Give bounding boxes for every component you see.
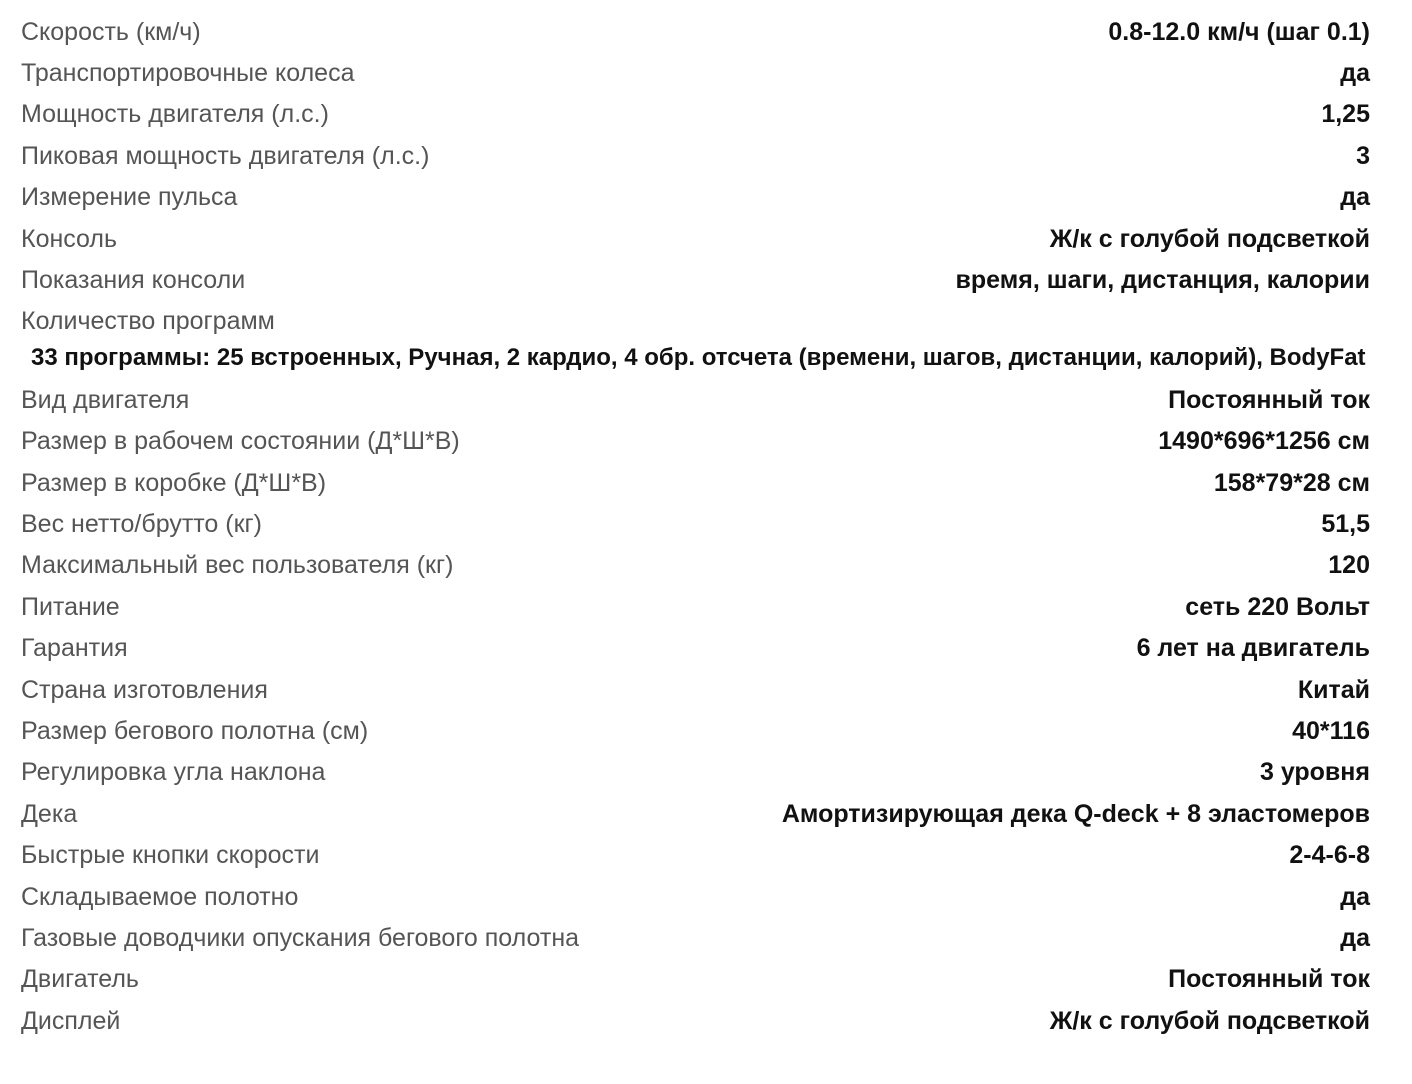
spec-row-transport-wheels: [21, 52, 1370, 93]
spec-value: 2-4-6-8: [1289, 841, 1370, 870]
spec-label: Измерение пульса: [21, 183, 238, 212]
spec-value: 40*116: [1292, 716, 1370, 745]
spec-label: Газовые доводчики опускания бегового полотна: [21, 923, 580, 952]
spec-label: Консоль: [21, 224, 118, 253]
spec-label: Вес нетто/брутто (кг): [21, 509, 262, 538]
spec-row-pulse: [21, 177, 1370, 218]
spec-label: Дека: [21, 799, 78, 828]
spec-label: Дисплей: [21, 1006, 121, 1035]
spec-value: 3: [1356, 141, 1370, 170]
spec-label: Гарантия: [21, 634, 128, 663]
spec-row-speed: [21, 11, 1370, 52]
spec-row-max-user-weight: [21, 545, 1370, 586]
spec-value: Ж/к с голубой подсветкой: [1049, 1006, 1370, 1035]
spec-row-peak-power: [21, 135, 1370, 176]
spec-label: Размер бегового полотна (см): [21, 716, 369, 745]
spec-value: сеть 220 Вольт: [1185, 592, 1370, 621]
spec-label: Размер в рабочем состоянии (Д*Ш*В): [21, 427, 460, 456]
spec-label: Показания консоли: [21, 266, 246, 295]
spec-row-country: [21, 669, 1370, 710]
spec-label: Регулировка угла наклона: [21, 758, 326, 787]
spec-row-power-supply: [21, 586, 1370, 627]
spec-value: да: [1340, 882, 1370, 911]
spec-value: да: [1340, 923, 1370, 952]
spec-label: Питание: [21, 592, 120, 621]
spec-row-weight: [21, 503, 1370, 544]
spec-label: Максимальный вес пользователя (кг): [21, 551, 454, 580]
spec-value: 0.8-12.0 км/ч (шаг 0.1): [1108, 17, 1370, 46]
spec-value: 120: [1328, 551, 1370, 580]
spec-row-display: [21, 1000, 1370, 1041]
spec-row-deck: [21, 793, 1370, 834]
spec-label: Складываемое полотно: [21, 882, 299, 911]
spec-row-console: [21, 218, 1370, 259]
spec-row-belt-size: [21, 710, 1370, 751]
spec-row-foldable: [21, 876, 1370, 917]
spec-label: Быстрые кнопки скорости: [21, 841, 320, 870]
spec-label: Мощность двигателя (л.с.): [21, 100, 329, 129]
spec-value: Ж/к с голубой подсветкой: [1049, 224, 1370, 253]
spec-value: Постоянный ток: [1168, 965, 1370, 994]
spec-value: 51,5: [1321, 509, 1370, 538]
spec-row-incline: [21, 752, 1370, 793]
spec-row-motor: [21, 959, 1370, 1000]
spec-row-motor-type: [21, 379, 1370, 420]
spec-value: Постоянный ток: [1168, 385, 1370, 414]
spec-value-programs: 33 программы: 25 встроенных, Ручная, 2 кардио, 4 обр. отсчета (времени, шагов, дистанции, калорий), BodyFat: [31, 344, 1366, 372]
spec-value: 158*79*28 см: [1213, 468, 1370, 497]
spec-value: Амортизирующая дека Q-deck + 8 эластомеров: [781, 799, 1370, 828]
spec-row-motor-power: [21, 94, 1370, 135]
spec-value: Китай: [1297, 675, 1370, 704]
spec-value: 6 лет на двигатель: [1136, 634, 1370, 663]
spec-label: Двигатель: [21, 965, 139, 994]
spec-label: Транспортировочные колеса: [21, 59, 355, 88]
spec-value: да: [1340, 183, 1370, 212]
spec-row-gas-springs: [21, 917, 1370, 958]
spec-value: 3 уровня: [1259, 758, 1370, 787]
spec-label: Скорость (км/ч): [21, 17, 201, 46]
spec-value: время, шаги, дистанция, калории: [955, 266, 1370, 295]
spec-label: Страна изготовления: [21, 675, 268, 704]
spec-row-console-readings: [21, 259, 1370, 300]
spec-value: да: [1340, 59, 1370, 88]
spec-label: Пиковая мощность двигателя (л.с.): [21, 141, 430, 170]
spec-row-working-size: [21, 421, 1370, 462]
spec-row-quick-speed-buttons: [21, 834, 1370, 875]
spec-row-warranty: [21, 627, 1370, 668]
spec-value: 1,25: [1321, 100, 1370, 129]
spec-label: Вид двигателя: [21, 385, 190, 414]
spec-value: 1490*696*1256 см: [1158, 427, 1370, 456]
spec-row-box-size: [21, 462, 1370, 503]
spec-label: Размер в коробке (Д*Ш*В): [21, 468, 327, 497]
spec-label: Количество программ: [21, 307, 275, 336]
spec-row-program-count: [21, 301, 1370, 342]
